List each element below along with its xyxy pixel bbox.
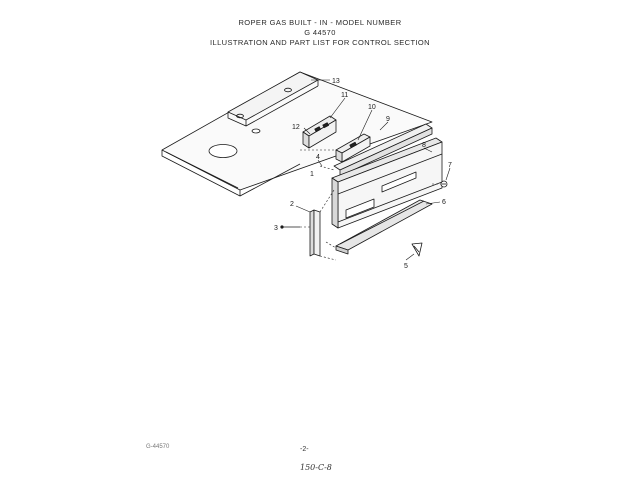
page-number: -2- [300,446,309,453]
handwritten-reference: 150-C-8 [300,463,332,472]
section-title: ILLUSTRATION AND PART LIST FOR CONTROL SECTION [210,38,430,47]
callout-10: 10 [368,104,376,111]
callout-1: 1 [310,171,314,178]
callout-9: 9 [386,116,390,123]
callout-8: 8 [422,142,426,149]
callout-6: 6 [442,199,446,206]
side-post-part-2 [310,210,320,256]
screw-part-3 [281,226,300,228]
model-number: G 44570 [304,28,336,37]
callout-11: 11 [341,92,349,99]
callout-5: 5 [404,263,408,270]
screw-part-7 [441,181,447,187]
document-code: G-44570 [146,444,170,450]
callout-7: 7 [448,162,452,169]
callout-12: 12 [292,124,300,131]
callout-4: 4 [316,154,320,161]
callout-2: 2 [290,201,294,208]
callout-3: 3 [274,225,278,232]
callout-13: 13 [332,78,340,85]
model-title: ROPER GAS BUILT - IN - MODEL NUMBER [238,18,402,27]
